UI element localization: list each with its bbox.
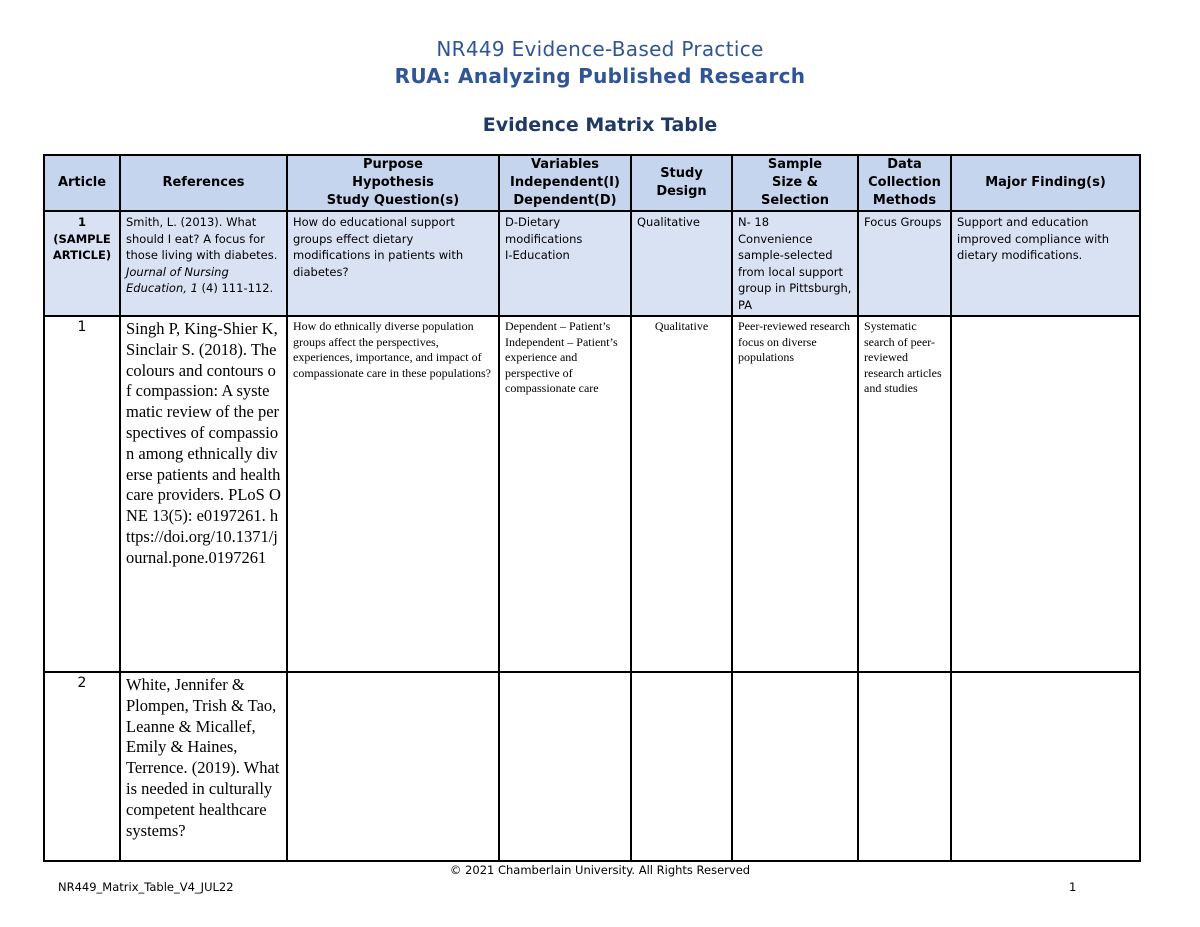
copyright-notice: © 2021 Chamberlain University. All Rights Reserved	[449, 863, 751, 877]
sample-size-cell: N- 18 Convenience sample-selected from local support group in Pittsburgh, PA	[732, 211, 858, 316]
table-row	[44, 316, 1140, 672]
col-header-sample: Sample Size & Selection	[732, 155, 858, 211]
col-header-major-findings: Major Finding(s)	[951, 155, 1140, 211]
page-number: 1	[1069, 880, 1077, 894]
table-row	[44, 672, 1140, 861]
sample-row	[44, 211, 1140, 316]
course-title: NR449 Evidence-Based Practice	[436, 37, 764, 61]
data-collection-cell[interactable]: Systematic search of peer-reviewed research articles and studies	[858, 316, 951, 672]
sample-variables-cell: D-Dietary modifications I-Education	[499, 211, 631, 316]
reference-cell[interactable]: White, Jennifer & Plompen, Trish & Tao, Leanne & Micallef, Emily & Haines, Terrence. (2019). What is needed in culturally competent healthcare systems?	[120, 672, 287, 861]
col-header-article: Article	[44, 155, 120, 211]
variables-cell[interactable]	[499, 672, 631, 861]
assignment-title: RUA: Analyzing Published Research	[394, 64, 806, 88]
purpose-cell[interactable]	[287, 672, 499, 861]
sample-cell[interactable]: Peer-reviewed research focus on diverse populations	[732, 316, 858, 672]
sample-findings-cell: Support and education improved compliance with dietary modifications.	[951, 211, 1140, 316]
article-number-cell: 1	[44, 316, 120, 672]
variables-cell[interactable]: Dependent – Patient’s Independent – Patient’s experience and perspective of compassionate care	[499, 316, 631, 672]
sample-reference-cell: Smith, L. (2013). What should I eat? A focus for those living with diabetes. Journal of Nursing Education, 1 (4) 111-112.	[120, 211, 287, 316]
col-header-data-collection: Data Collection Methods	[858, 155, 951, 211]
sample-cell[interactable]	[732, 672, 858, 861]
reference-cell[interactable]: Singh P, King-Shier K, Sinclair S. (2018). The colours and contours of compassion: A systematic review of the perspectives of compassion among ethnically diverse patients and healthcare providers. PLoS ONE 13(5): e0197261. https://doi.org/10.1371/journal.pone.0197261	[120, 316, 287, 672]
sample-design-cell: Qualitative	[631, 211, 732, 316]
sample-purpose-cell: How do educational support groups effect dietary modifications in patients with diabetes?	[287, 211, 499, 316]
article-number-cell: 2	[44, 672, 120, 861]
sample-data-cell: Focus Groups	[858, 211, 951, 316]
findings-cell[interactable]	[951, 672, 1140, 861]
design-cell[interactable]	[631, 672, 732, 861]
document-id: NR449_Matrix_Table_V4_JUL22	[58, 880, 234, 894]
col-header-study-design: Study Design	[631, 155, 732, 211]
col-header-variables: Variables Independent(I) Dependent(D)	[499, 155, 631, 211]
findings-cell[interactable]	[951, 316, 1140, 672]
evidence-matrix-table	[43, 154, 1141, 862]
col-header-references: References	[120, 155, 287, 211]
design-cell[interactable]: Qualitative	[631, 316, 732, 672]
table-title: Evidence Matrix Table	[482, 114, 718, 136]
header-row	[44, 155, 1140, 211]
purpose-cell[interactable]: How do ethnically diverse population groups affect the perspectives, experiences, importance, and impact of compassionate care in these populations?	[287, 316, 499, 672]
col-header-purpose: Purpose Hypothesis Study Question(s)	[287, 155, 499, 211]
sample-article-cell: 1 (SAMPLE ARTICLE)	[44, 211, 120, 316]
data-collection-cell[interactable]	[858, 672, 951, 861]
